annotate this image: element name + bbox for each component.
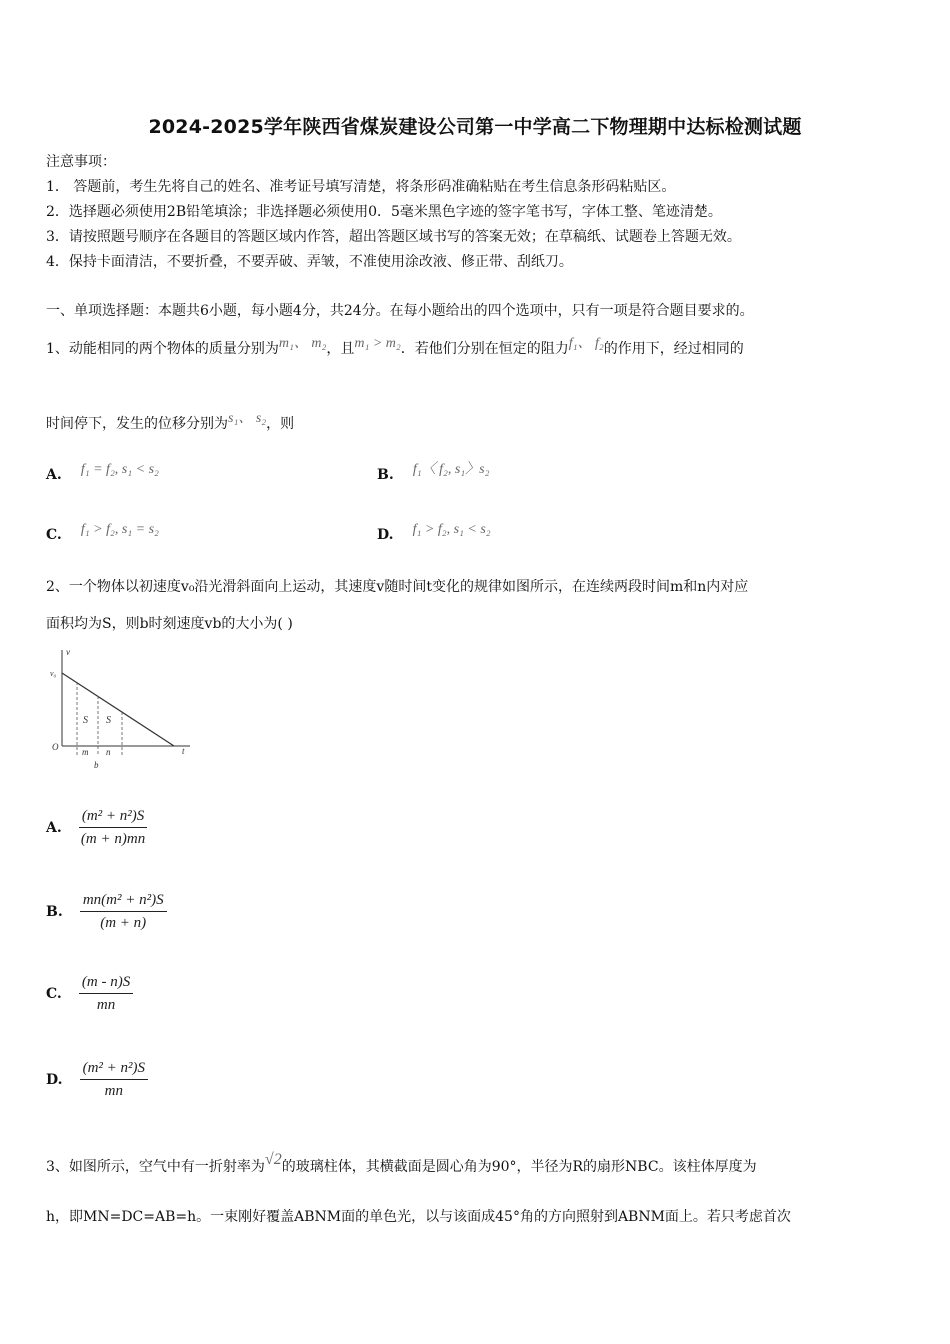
q2-stem-line2: 面积均为S，则b时刻速度vb的大小为( ) — [46, 616, 293, 632]
option-fraction — [80, 1060, 148, 1100]
notice-item-4: 4．保持卡面清洁，不要折叠，不要弄破、弄皱，不准使用涂改液、修正带、刮纸刀。 — [46, 254, 573, 270]
q1-option-a[interactable] — [46, 464, 159, 484]
q3-stem-line2: h，即MN=DC=AB=h。一束刚好覆盖ABNM面的单色光，以与该面成45°角的方向照射到ABNM面上。若只考虑首次 — [46, 1209, 791, 1225]
m-label: m — [82, 747, 89, 757]
notice-item-3: 3．请按照题号顺序在各题目的答题区域内作答，超出答题区域书写的答案无效；在草稿纸、试题卷上答题无效。 — [46, 229, 741, 245]
option-expr: f₁〈 f₂, s₁〉s₂ — [412, 462, 490, 477]
q1-option-d[interactable] — [377, 524, 491, 544]
velocity-line — [62, 673, 174, 746]
q2-stem-line1: 2、一个物体以初速度v₀沿光滑斜面向上运动，其速度v随时间t变化的规律如图所示，在连续两段时间m和n内对应 — [46, 579, 749, 595]
q1-text-d: 的作用下，经过相同的 — [603, 341, 744, 357]
option-fraction — [79, 808, 147, 848]
area-s1-label: S — [83, 715, 88, 726]
q1-text-a: 1、动能相同的两个物体的质量分别为 — [46, 341, 279, 357]
v0-label: v₀ — [50, 669, 57, 678]
fraction-numerator: (m² + n²)S — [79, 808, 147, 828]
option-label: C. — [46, 986, 62, 1002]
option-fraction — [79, 974, 133, 1014]
option-label: B. — [377, 467, 394, 483]
q1-stem-line1 — [46, 336, 744, 359]
n-label: n — [106, 747, 111, 757]
option-fraction — [80, 892, 167, 932]
fraction-denominator: mn — [104, 1083, 123, 1099]
q1-mass-condition: m₁ > m₂ — [354, 336, 401, 351]
q1-masses: m₁、 m₂ — [278, 336, 327, 351]
b-label: b — [94, 760, 99, 770]
fraction-denominator: (m + n)mn — [80, 831, 146, 847]
q1-text-f: ，则 — [266, 416, 295, 432]
q1-text-c: ．若他们分别在恒定的阻力 — [400, 341, 569, 357]
q1-text-e: 时间停下，发生的位移分别为 — [46, 416, 228, 432]
q1-forces: f₁、 f₂ — [568, 336, 604, 351]
option-label: B. — [46, 904, 63, 920]
option-expr: f₁ = f₂, s₁ < s₂ — [80, 462, 159, 477]
option-expr: f₁ > f₂, s₁ = s₂ — [80, 522, 159, 537]
fraction-numerator: mn(m² + n²)S — [80, 892, 167, 912]
q3-refractive-index: √2 — [264, 1151, 282, 1168]
notice-item-1: 1． 答题前，考生先将自己的姓名、准考证号填写清楚，将条形码准确粘贴在考生信息条形码粘贴区。 — [46, 179, 676, 195]
q3-text-b: 的玻璃柱体，其横截面是圆心角为90°，半径为R的扇形NBC。该柱体厚度为 — [281, 1159, 757, 1175]
option-label: C. — [46, 527, 62, 543]
option-label: D. — [46, 1072, 63, 1088]
notice-item-2: 2．选择题必须使用2B铅笔填涂；非选择题必须使用0．5毫米黑色字迹的签字笔书写，字体工整、笔迹清楚。 — [46, 204, 722, 220]
q2-option-d[interactable] — [46, 1060, 148, 1100]
v-label: v — [66, 647, 70, 657]
q2-vt-graph — [48, 644, 198, 774]
page-title: 2024-2025学年陕西省煤炭建设公司第一中学高二下物理期中达标检测试题 — [148, 116, 802, 138]
fraction-numerator: (m² + n²)S — [80, 1060, 148, 1080]
origin-label: O — [52, 742, 59, 752]
q2-option-a[interactable] — [46, 808, 147, 848]
q1-text-b: ，且 — [326, 341, 355, 357]
area-s2-label: S — [106, 715, 111, 726]
fraction-numerator: (m - n)S — [79, 974, 133, 994]
q2-option-b[interactable] — [46, 892, 167, 932]
option-label: D. — [377, 527, 394, 543]
q1-stem-line2 — [46, 411, 295, 434]
q2-option-c[interactable] — [46, 974, 133, 1014]
q1-option-c[interactable] — [46, 524, 159, 544]
option-label: A. — [46, 820, 62, 836]
q1-option-b[interactable] — [377, 464, 489, 484]
option-expr: f₁ > f₂, s₁ < s₂ — [412, 522, 491, 537]
t-label: t — [182, 746, 185, 756]
option-label: A. — [46, 467, 62, 483]
q1-displacements: s₁、 s₂ — [228, 411, 267, 426]
fraction-denominator: mn — [96, 997, 116, 1013]
section-heading: 一、单项选择题：本题共6小题，每小题4分，共24分。在每小题给出的四个选项中，只有一项是符合题目要求的。 — [46, 303, 754, 319]
q3-text-a: 3、如图所示，空气中有一折射率为 — [46, 1159, 265, 1175]
fraction-denominator: (m + n) — [100, 915, 147, 931]
notice-heading: 注意事项： — [46, 154, 116, 170]
q3-stem-line1 — [46, 1151, 757, 1176]
